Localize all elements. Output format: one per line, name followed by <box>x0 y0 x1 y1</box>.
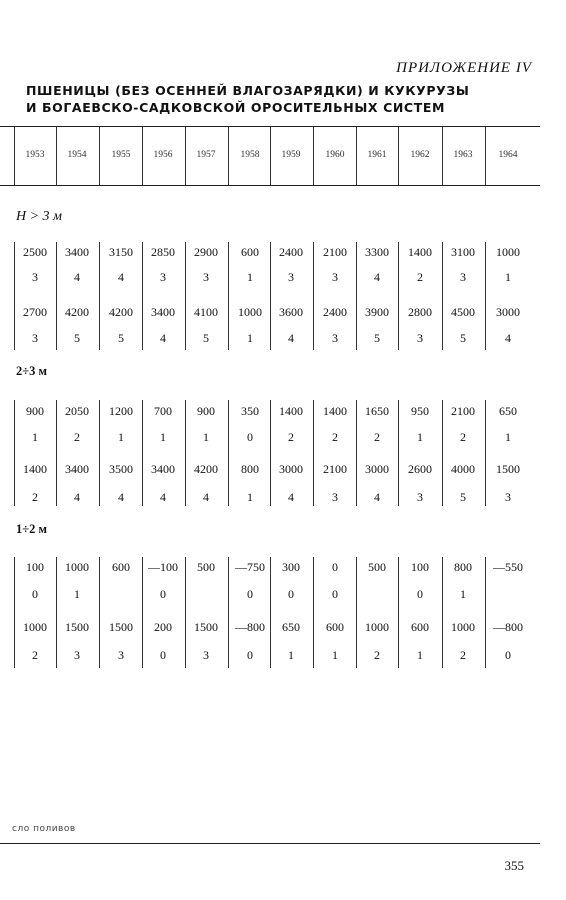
table-cell: —750 <box>235 560 265 574</box>
table-cell: 800 <box>454 560 472 574</box>
table-cell: —800 <box>493 620 523 634</box>
table-cell: 3 <box>417 490 423 504</box>
header-column-divider <box>228 127 229 185</box>
header-column-divider <box>442 127 443 185</box>
table-cell: 3 <box>505 490 511 504</box>
year-header-1961: 1961 <box>367 150 387 160</box>
section-label: 1÷2 м <box>16 522 47 536</box>
table-cell: 2 <box>460 648 466 662</box>
table-cell: 3 <box>332 490 338 504</box>
table-cell: 2 <box>74 430 80 444</box>
table-cell: 4 <box>118 490 124 504</box>
table-title-line-1: ПШЕНИЦЫ (БЕЗ ОСЕННЕЙ ВЛАГОЗАРЯДКИ) И КУКУРУЗЫ <box>26 83 470 98</box>
year-header-1959: 1959 <box>281 150 301 160</box>
table-cell: 1 <box>203 430 209 444</box>
table-cell: 2 <box>332 430 338 444</box>
table-cell: 100 <box>411 560 429 574</box>
table-cell: 0 <box>332 587 338 601</box>
table-cell: 2900 <box>194 245 218 259</box>
year-header-row <box>0 126 540 186</box>
header-column-divider <box>142 127 143 185</box>
header-column-divider <box>270 127 271 185</box>
table-cell: 4500 <box>451 305 475 319</box>
table-cell: 2 <box>32 490 38 504</box>
table-cell: 4 <box>288 490 294 504</box>
table-cell: 3500 <box>109 462 133 476</box>
table-cell: 3 <box>203 270 209 284</box>
table-cell: 2 <box>374 430 380 444</box>
table-cell: 1 <box>247 331 253 345</box>
table-cell: 1400 <box>279 404 303 418</box>
table-cell: 5 <box>118 331 124 345</box>
table-cell: 100 <box>26 560 44 574</box>
table-cell: 3 <box>332 331 338 345</box>
table-cell: 1000 <box>451 620 475 634</box>
table-cell: 4 <box>74 270 80 284</box>
table-cell: 1400 <box>23 462 47 476</box>
table-cell: 1 <box>417 648 423 662</box>
table-cell: 4 <box>505 331 511 345</box>
year-header-1954: 1954 <box>67 150 87 160</box>
year-header-1956: 1956 <box>153 150 173 160</box>
table-cell: 2 <box>32 648 38 662</box>
table-cell: 650 <box>499 404 517 418</box>
table-cell: 1500 <box>496 462 520 476</box>
footer-rule <box>0 843 540 844</box>
table-cell: 3 <box>460 270 466 284</box>
header-column-divider <box>398 127 399 185</box>
year-header-1963: 1963 <box>453 150 473 160</box>
table-cell: 0 <box>505 648 511 662</box>
table-cell: 1 <box>32 430 38 444</box>
year-header-1960: 1960 <box>325 150 345 160</box>
table-cell: 0 <box>332 560 338 574</box>
table-cell: 350 <box>241 404 259 418</box>
table-cell: 3000 <box>496 305 520 319</box>
table-cell: 1 <box>332 648 338 662</box>
table-cell: 3150 <box>109 245 133 259</box>
table-cell: 4 <box>203 490 209 504</box>
table-cell: 2850 <box>151 245 175 259</box>
table-cell: 3000 <box>365 462 389 476</box>
table-cell: 3000 <box>279 462 303 476</box>
table-title <box>26 82 469 116</box>
table-cell: 1 <box>118 430 124 444</box>
table-cell: 4 <box>374 270 380 284</box>
section-label: H > 3 м <box>16 209 62 224</box>
table-cell: 3 <box>160 270 166 284</box>
table-cell: 3 <box>74 648 80 662</box>
table-cell: 1 <box>460 587 466 601</box>
table-cell: 4100 <box>194 305 218 319</box>
table-cell: 1200 <box>109 404 133 418</box>
table-cell: 1000 <box>238 305 262 319</box>
table-cell: 2 <box>417 270 423 284</box>
header-column-divider <box>356 127 357 185</box>
table-cell: 2100 <box>323 462 347 476</box>
year-header-1955: 1955 <box>111 150 131 160</box>
table-cell: 3100 <box>451 245 475 259</box>
table-cell: 4 <box>118 270 124 284</box>
table-cell: 3400 <box>65 462 89 476</box>
table-cell: 0 <box>247 430 253 444</box>
table-title-line-2: И БОГАЕВСКО-САДКОВСКОЙ ОРОСИТЕЛЬНЫХ СИСТЕМ <box>26 100 445 115</box>
footer-note: сло поливов <box>12 824 76 834</box>
table-cell: 0 <box>247 587 253 601</box>
table-cell: 1000 <box>365 620 389 634</box>
table-cell: 3600 <box>279 305 303 319</box>
appendix-label: ПРИЛОЖЕНИЕ IV <box>396 60 532 76</box>
table-cell: 700 <box>154 404 172 418</box>
table-cell: —800 <box>235 620 265 634</box>
table-cell: 1 <box>247 490 253 504</box>
table-cell: 4 <box>160 490 166 504</box>
table-cell: 3400 <box>151 305 175 319</box>
table-cell: 4200 <box>65 305 89 319</box>
table-cell: 1000 <box>23 620 47 634</box>
table-cell: 600 <box>326 620 344 634</box>
table-cell: 2400 <box>279 245 303 259</box>
table-cell: 1 <box>505 430 511 444</box>
table-cell: 500 <box>197 560 215 574</box>
table-cell: 1500 <box>65 620 89 634</box>
table-cell: 4200 <box>194 462 218 476</box>
table-cell: 2 <box>460 430 466 444</box>
page-number: 355 <box>504 858 524 873</box>
table-cell: 4 <box>160 331 166 345</box>
table-cell: 5 <box>74 331 80 345</box>
table-cell: —550 <box>493 560 523 574</box>
table-cell: 2600 <box>408 462 432 476</box>
table-cell: 1 <box>74 587 80 601</box>
table-cell: 600 <box>241 245 259 259</box>
table-cell: 3 <box>118 648 124 662</box>
table-cell: 3 <box>32 270 38 284</box>
table-cell: 2400 <box>323 305 347 319</box>
table-cell: 5 <box>203 331 209 345</box>
table-cell: 1 <box>505 270 511 284</box>
table-cell: 3400 <box>151 462 175 476</box>
table-cell: 3400 <box>65 245 89 259</box>
year-header-1962: 1962 <box>410 150 430 160</box>
year-header-1957: 1957 <box>196 150 216 160</box>
table-cell: 0 <box>417 587 423 601</box>
table-cell: 650 <box>282 620 300 634</box>
table-cell: 3 <box>417 331 423 345</box>
table-cell: 950 <box>411 404 429 418</box>
year-header-1953: 1953 <box>25 150 45 160</box>
table-cell: 600 <box>112 560 130 574</box>
table-cell: 300 <box>282 560 300 574</box>
table-cell: 0 <box>288 587 294 601</box>
table-cell: 0 <box>160 648 166 662</box>
table-cell: 1650 <box>365 404 389 418</box>
table-cell: 2100 <box>451 404 475 418</box>
table-cell: 4 <box>288 331 294 345</box>
table-cell: 2050 <box>65 404 89 418</box>
table-cell: 600 <box>411 620 429 634</box>
header-column-divider <box>313 127 314 185</box>
table-cell: 3 <box>32 331 38 345</box>
table-cell: 2100 <box>323 245 347 259</box>
header-column-divider <box>14 127 15 185</box>
table-cell: 4 <box>74 490 80 504</box>
table-cell: 0 <box>32 587 38 601</box>
table-cell: 3 <box>288 270 294 284</box>
table-cell: 900 <box>26 404 44 418</box>
table-cell: 1 <box>417 430 423 444</box>
year-header-1964: 1964 <box>498 150 518 160</box>
table-cell: 0 <box>160 587 166 601</box>
table-cell: 2500 <box>23 245 47 259</box>
table-cell: 1500 <box>109 620 133 634</box>
table-cell: 3 <box>203 648 209 662</box>
table-cell: 3 <box>332 270 338 284</box>
table-cell: 1000 <box>65 560 89 574</box>
table-cell: 3900 <box>365 305 389 319</box>
header-column-divider <box>99 127 100 185</box>
table-cell: 2 <box>288 430 294 444</box>
table-cell: 1 <box>160 430 166 444</box>
section-label: 2÷3 м <box>16 364 47 378</box>
table-cell: 0 <box>247 648 253 662</box>
table-cell: 5 <box>460 490 466 504</box>
table-cell: 4000 <box>451 462 475 476</box>
table-cell: 800 <box>241 462 259 476</box>
table-cell: 3300 <box>365 245 389 259</box>
table-cell: 1 <box>247 270 253 284</box>
table-cell: 200 <box>154 620 172 634</box>
header-column-divider <box>485 127 486 185</box>
table-cell: 500 <box>368 560 386 574</box>
year-header-1958: 1958 <box>240 150 260 160</box>
table-cell: 4 <box>374 490 380 504</box>
table-cell: 4200 <box>109 305 133 319</box>
table-cell: 1500 <box>194 620 218 634</box>
header-column-divider <box>185 127 186 185</box>
table-cell: 1 <box>288 648 294 662</box>
table-cell: 2700 <box>23 305 47 319</box>
table-cell: 900 <box>197 404 215 418</box>
table-cell: 5 <box>460 331 466 345</box>
table-cell: 1400 <box>408 245 432 259</box>
table-cell: 2800 <box>408 305 432 319</box>
table-cell: —100 <box>148 560 178 574</box>
table-cell: 5 <box>374 331 380 345</box>
table-cell: 2 <box>374 648 380 662</box>
table-cell: 1400 <box>323 404 347 418</box>
header-column-divider <box>56 127 57 185</box>
table-cell: 1000 <box>496 245 520 259</box>
